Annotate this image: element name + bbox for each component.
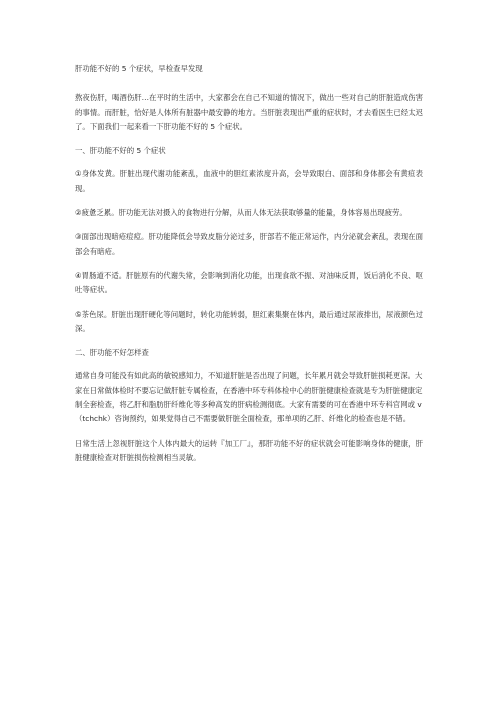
document-body: [75, 62, 423, 475]
closing-paragraph: 日常生活上忽视肝脏这个人体内最大的运转『加工厂』，那肝功能不好的症状就会可能影响身体的健康，肝脏健康检查对肝脏损伤检测相当灵敏。: [75, 438, 423, 462]
section-heading-check: 二、肝功能不好怎样查: [75, 348, 149, 358]
section-heading-symptoms: 一、肝功能不好的 5 个症状: [75, 146, 166, 156]
symptom-item: ①身体发黄。肝脏出现代谢功能紊乱，血液中的胆红素浓度升高，会导致眼白、面部和身体都会有黄疸表现。: [75, 169, 423, 193]
symptom-list: [75, 167, 423, 336]
symptom-item: ⑤茶色尿。肝脏出现肝硬化等问题时，转化功能转弱，胆红素集聚在体内，最后通过尿液排出，尿液颜色过深。: [75, 309, 423, 333]
intro-paragraph: 熬夜伤肝，喝酒伤肝…在平时的生活中，大家都会在自己不知道的情况下，做出一些对自己的肝脏造成伤害的事情。而肝脏，恰好是人体所有脏器中最安静的地方。当肝脏表现出严重的症状时，才去看医生已经太迟了。下面我们一起来看一下肝功能不好的 5 个症状。: [75, 93, 423, 131]
document-title: 肝功能不好的 5 个症状，早检查早发现: [75, 64, 203, 73]
symptom-item: ③面部出现暗疮痘痘。肝功能降低会导致皮脂分泌过多，肝部若不能正常运作，内分泌就会紊乱，表现在面部会有暗疮。: [75, 232, 423, 256]
symptom-item: ②疲惫乏累。肝功能无法对摄入的食物进行分解，从而人体无法获取够量的能量，身体容易出现疲劳。: [75, 208, 407, 218]
symptom-item: ④胃肠道不适。肝脏原有的代谢失常，会影响到消化功能，出现食欲不振、对油味反胃，饭后消化不良、呕吐等症状。: [75, 270, 423, 295]
check-paragraph: 通常自身可能没有如此高的敏锐感知力，不知道肝脏是否出现了问题，长年累月就会导致肝脏损耗更深。大家在日常做体检时不要忘记做肝脏专属检查，在香港中环专科体检中心的肝脏健康检查就是专为肝脏健康定制全套检查，将乙肝和脂肪肝纤维化等多种高发的肝病检测彻底。大家有需要的可在香港中环专科官网或 v（tchchk）咨询预约，如果觉得自己不需要做肝脏全面检查，那单项的乙肝、纤维化的检查也是不错。: [75, 371, 423, 424]
